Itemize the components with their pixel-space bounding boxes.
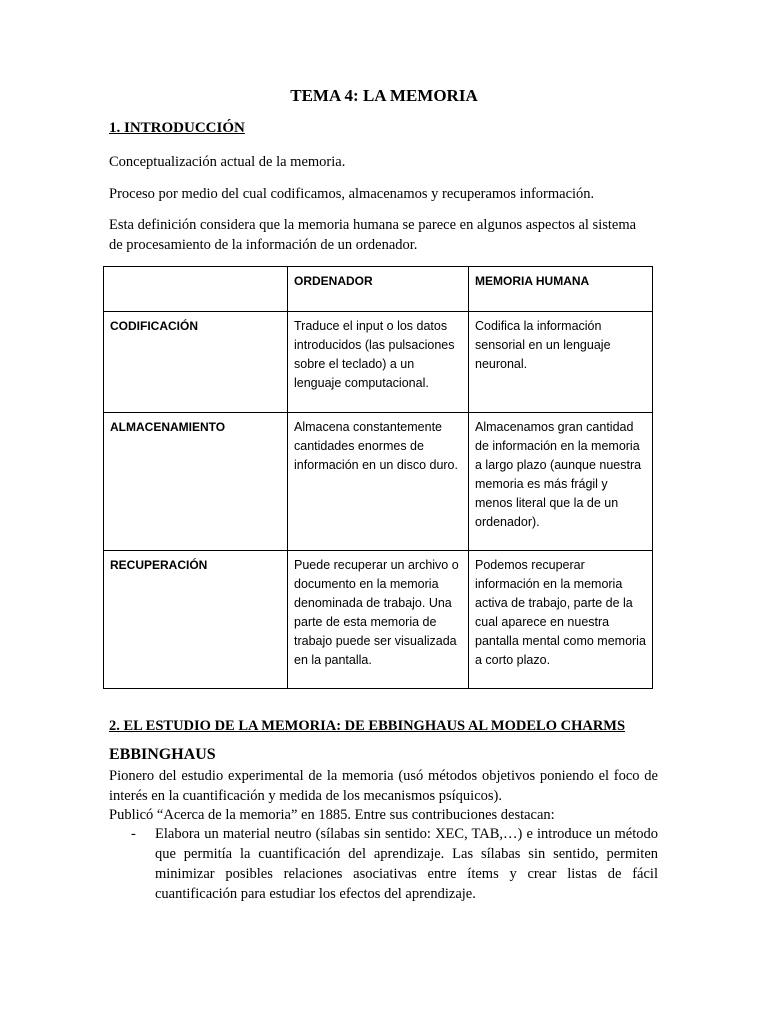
paragraph-ebbinghaus-2: Publicó “Acerca de la memoria” en 1885. Entre sus contribuciones destacan: — [109, 807, 555, 823]
section-2-heading: 2. EL ESTUDIO DE LA MEMORIA: DE EBBINGHAUS AL MODELO CHARMS — [109, 718, 626, 734]
table-cell: Traduce el input o los datos introducidos (las pulsaciones sobre el teclado) a un lenguaje computacional. — [288, 312, 469, 413]
paragraph-intro-1: Conceptualización actual de la memoria. — [109, 154, 346, 170]
bullet-marker: - — [131, 826, 136, 842]
paragraph-intro-2: Proceso por medio del cual codificamos, almacenamos y recuperamos información. — [109, 186, 595, 202]
table-header-cell: ORDENADOR — [288, 267, 469, 312]
table-cell: Codifica la información sensorial en un lenguaje neuronal. — [469, 312, 653, 413]
table-row — [104, 312, 653, 413]
table-cell: Almacenamos gran cantidad de información en la memoria a largo plazo (aunque nuestra memoria es más frágil y menos literal que la de un ordenador). — [469, 413, 653, 551]
table-row — [104, 551, 653, 689]
section-1-heading: 1. INTRODUCCIÓN — [109, 120, 245, 136]
paragraph-intro-3: Esta definición considera que la memoria humana se parece en algunos aspectos al sistema de procesamiento de la información de un ordenador. — [109, 217, 637, 253]
subsection-heading: EBBINGHAUS — [109, 746, 216, 763]
table-header-cell — [104, 267, 288, 312]
table-row-label: RECUPERACIÓN — [104, 551, 288, 689]
table-row — [104, 413, 653, 551]
paragraph-ebbinghaus-1: Pionero del estudio experimental de la memoria (usó métodos objetivos poniendo el foco de interés en la cuantificación y medida de los mecanismos psíquicos). — [109, 768, 658, 804]
list-item — [131, 824, 658, 904]
list-item-text: Elabora un material neutro (sílabas sin sentido: XEC, TAB,…) e introduce un método que permitía la cuantificación del aprendizaje. Las sílabas sin sentido, permiten minimizar posibles relaciones asociativas entre ítems y crear listas de fácil cuantificación para estudiar los efectos del aprendizaje. — [155, 826, 658, 902]
table-cell: Puede recuperar un archivo o documento en la memoria denominada de trabajo. Una parte de esta memoria de trabajo puede ser visualizada en la pantalla. — [288, 551, 469, 689]
table-row-label: CODIFICACIÓN — [104, 312, 288, 413]
table-cell: Podemos recuperar información en la memoria activa de trabajo, parte de la cual aparece en nuestra pantalla mental como memoria a corto plazo. — [469, 551, 653, 689]
table-header-cell: MEMORIA HUMANA — [469, 267, 653, 312]
table-row-label: ALMACENAMIENTO — [104, 413, 288, 551]
page-title: TEMA 4: LA MEMORIA — [290, 86, 478, 105]
comparison-table — [103, 266, 653, 689]
table-cell: Almacena constantemente cantidades enormes de información en un disco duro. — [288, 413, 469, 551]
table-header-row — [104, 267, 653, 312]
